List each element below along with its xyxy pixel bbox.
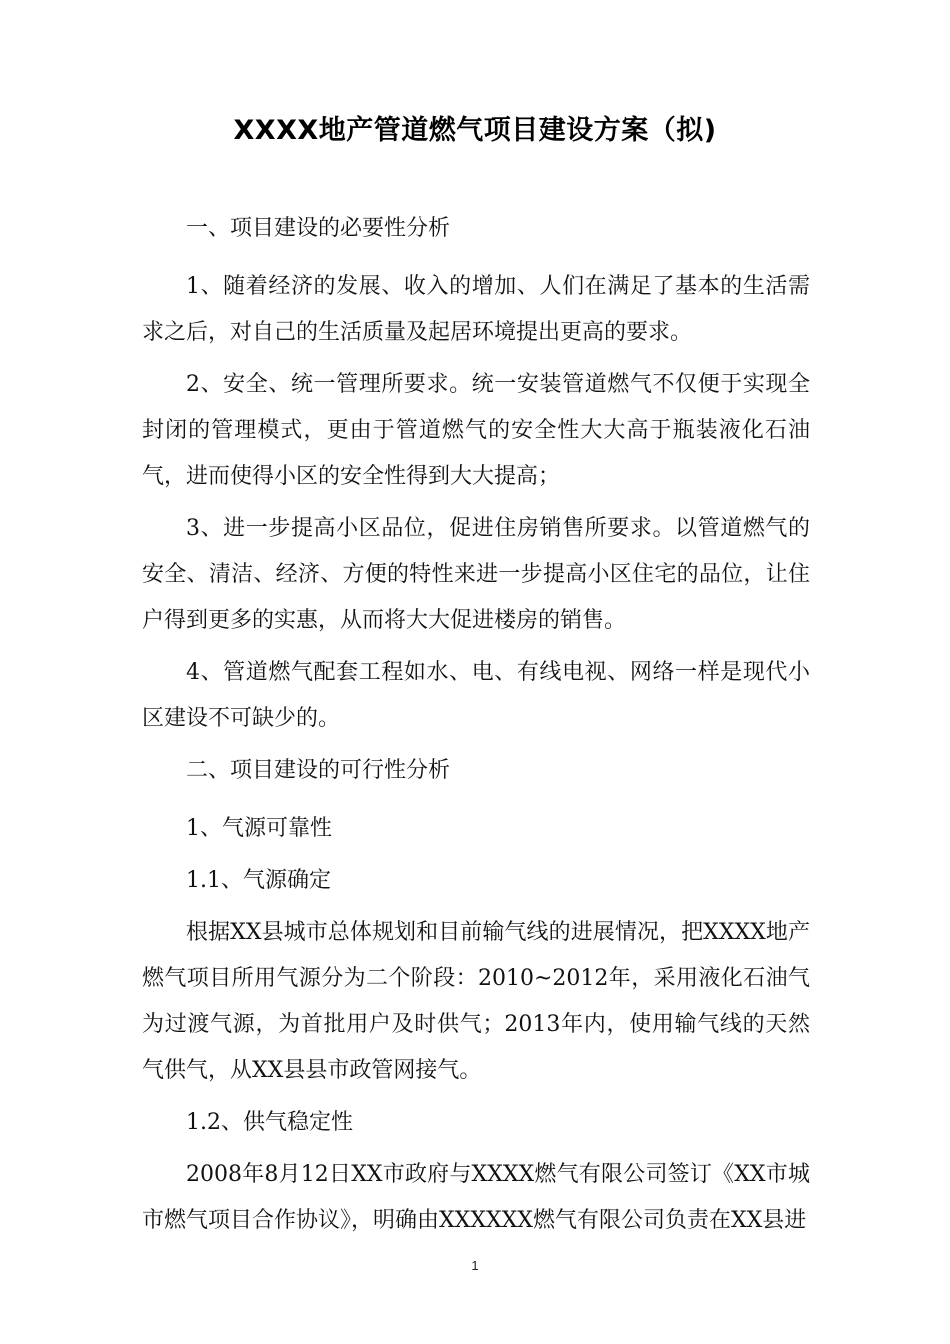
document-body bbox=[142, 206, 810, 1250]
paragraph-necessity-4: 4、管道燃气配套工程如水、电、有线电视、网络一样是现代小区建设不可缺少的。 bbox=[142, 660, 810, 731]
document-title: XXXX地产管道燃气项目建设方案（拟) bbox=[233, 115, 717, 146]
section-heading-necessity: 一、项目建设的必要性分析 bbox=[186, 216, 451, 241]
subheading-gas-source-determination: 1.1、气源确定 bbox=[186, 868, 331, 893]
section-heading-feasibility: 二、项目建设的可行性分析 bbox=[186, 758, 451, 783]
paragraph-gas-source-plan: 根据XX县城市总体规划和目前输气线的进展情况，把XXXX地产燃气项目所用气源分为二个阶段：2010~2012年，采用液化石油气为过渡气源，为首批用户及时供气；2013年内，使用输气线的天然气供气，从XX县县市政管网接气。 bbox=[142, 920, 810, 1083]
paragraph-necessity-1: 1、随着经济的发展、收入的增加、人们在满足了基本的生活需求之后，对自己的生活质量及起居环境提出更高的要求。 bbox=[142, 274, 810, 345]
paragraph-supply-agreement: 2008年8月12日XX市政府与XXXX燃气有限公司签订《XX市城市燃气项目合作协议》，明确由XXXXXX燃气有限公司负责在XX县进 bbox=[142, 1162, 810, 1233]
subheading-supply-stability: 1.2、供气稳定性 bbox=[186, 1110, 353, 1135]
paragraph-necessity-3: 3、进一步提高小区品位，促进住房销售所要求。以管道燃气的安全、清洁、经济、方便的特性来进一步提高小区住宅的品位，让住户得到更多的实惠，从而将大大促进楼房的销售。 bbox=[142, 516, 810, 633]
paragraph-necessity-2: 2、安全、统一管理所要求。统一安装管道燃气不仅便于实现全封闭的管理模式，更由于管道燃气的安全性大大高于瓶装液化石油气，进而使得小区的安全性得到大大提高； bbox=[142, 372, 810, 489]
page-number: 1 bbox=[471, 1258, 479, 1273]
subheading-gas-source-reliability: 1、气源可靠性 bbox=[186, 816, 332, 841]
